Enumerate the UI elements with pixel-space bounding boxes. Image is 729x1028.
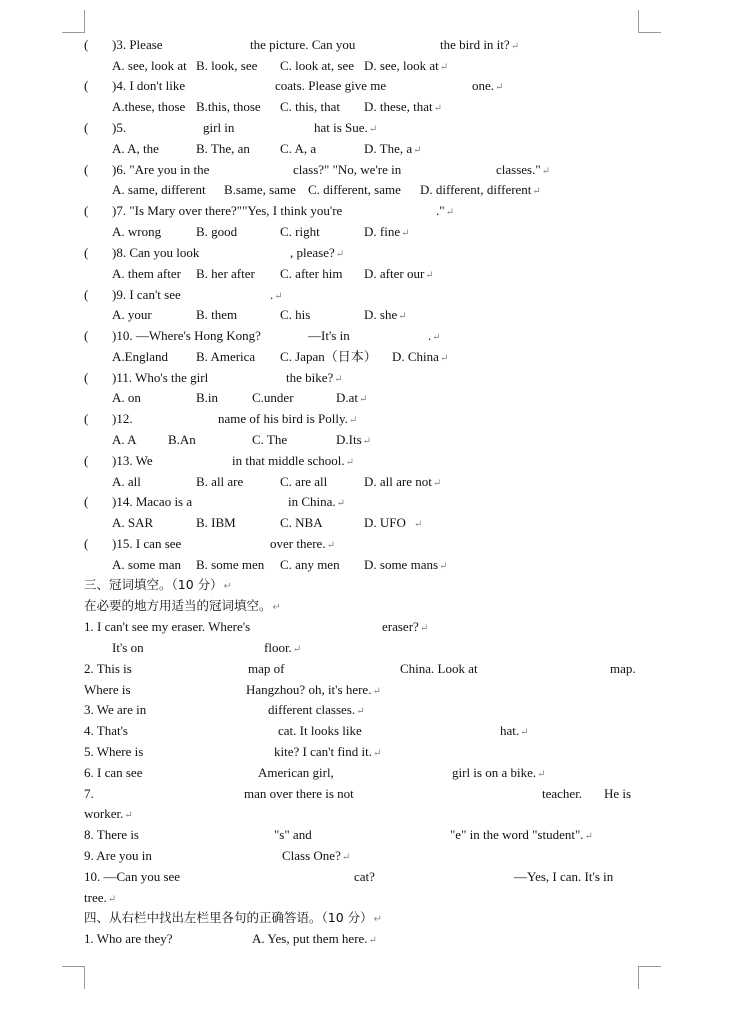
option-d: D. some mans↵ — [364, 557, 448, 572]
paragraph-mark: ↵ — [348, 415, 358, 426]
option-b: B. all are — [196, 474, 244, 489]
option-d: D. China↵ — [392, 349, 449, 364]
option-a: A. same, different — [112, 182, 206, 197]
item-text: 2. This is — [84, 661, 132, 676]
question-stem: the bird in it?↵ — [440, 37, 520, 52]
answer-bracket: ( — [84, 494, 89, 509]
item-text: Hangzhou? oh, it's here.↵ — [246, 682, 381, 697]
option-b: B. The, an — [196, 141, 250, 156]
item-text: girl is on a bike.↵ — [452, 765, 546, 780]
answer-bracket: ( — [84, 453, 89, 468]
question-stem: ."↵ — [436, 203, 454, 218]
option-d: D. The, a↵ — [364, 141, 422, 156]
option-b: B.same, same — [224, 182, 296, 197]
answer-bracket: ( — [84, 245, 89, 260]
option-b: B. IBM — [196, 515, 236, 530]
crop-mark-top-left — [62, 10, 85, 33]
option-d: D. different, different↵ — [420, 182, 541, 197]
crop-mark-bottom-left — [62, 966, 85, 989]
option-a: A.these, those — [112, 99, 186, 114]
answer-bracket: ( — [84, 411, 89, 426]
item-text: —Yes, I can. It's in — [514, 869, 614, 884]
paragraph-mark: ↵ — [372, 686, 381, 697]
option-b: B. good — [196, 224, 238, 239]
paragraph-mark: ↵ — [359, 394, 368, 405]
option-d: D. fine↵ — [364, 224, 410, 239]
option-d: D. she↵ — [364, 307, 407, 322]
item-text: 3. We are in — [84, 702, 147, 717]
crop-mark-bottom-right — [638, 966, 661, 989]
paragraph-mark: ↵ — [336, 498, 346, 509]
paragraph-mark: ↵ — [373, 914, 383, 925]
paragraph-mark: ↵ — [419, 623, 429, 634]
question-stem: )6. "Are you in the — [112, 162, 210, 177]
paragraph-mark: ↵ — [439, 561, 448, 572]
paragraph-mark: ↵ — [432, 478, 442, 489]
question-stem: )15. I can see — [112, 536, 182, 551]
item-text: hat.↵ — [500, 723, 529, 738]
paragraph-mark: ↵ — [401, 228, 410, 239]
question-stem: )9. I can't see — [112, 287, 181, 302]
option-c: C. any men — [280, 557, 340, 572]
item-text: floor.↵ — [264, 640, 302, 655]
question-stem: the picture. Can you — [250, 37, 356, 52]
item-text: 10. —Can you see — [84, 869, 181, 884]
option-c: C. The — [252, 432, 288, 447]
paragraph-mark: ↵ — [368, 935, 377, 946]
paragraph-mark: ↵ — [439, 353, 449, 364]
option-a: A. A — [112, 432, 137, 447]
paragraph-mark: ↵ — [292, 644, 302, 655]
option-d: D. UFO ↵ — [364, 515, 423, 530]
option-a: A. some man — [112, 557, 181, 572]
option-b: B.in — [196, 390, 219, 405]
option-c: C. are all — [280, 474, 328, 489]
option-c: C. different, same — [308, 182, 401, 197]
option-d: D.at↵ — [336, 390, 368, 405]
section-3-instruction: 在必要的地方用适当的冠词填空。↵ — [84, 598, 281, 613]
option-d: D. all are not↵ — [364, 474, 442, 489]
crop-mark-top-right — [638, 10, 661, 33]
question-stem: in that middle school.↵ — [232, 453, 355, 468]
paragraph-mark: ↵ — [520, 727, 529, 738]
question-stem: —It's in — [308, 328, 350, 343]
item-text: 8. There is — [84, 827, 139, 842]
item-text: worker.↵ — [84, 806, 133, 821]
paragraph-mark: ↵ — [584, 831, 593, 842]
answer-bracket: ( — [84, 162, 89, 177]
item-text: eraser?↵ — [382, 619, 429, 634]
item-text: American girl, — [258, 765, 334, 780]
item-text: 9. Are you in — [84, 848, 152, 863]
paragraph-mark: ↵ — [373, 748, 382, 759]
paragraph-mark: ↵ — [223, 581, 233, 592]
paragraph-mark: ↵ — [532, 186, 541, 197]
question-stem: classes."↵ — [496, 162, 551, 177]
option-c: C. Japan（日本） — [280, 349, 377, 364]
question-stem: )5. — [112, 120, 127, 135]
option-d: D.Its↵ — [336, 432, 372, 447]
item-text: 1. I can't see my eraser. Where's — [84, 619, 251, 634]
paragraph-mark: ↵ — [425, 270, 434, 281]
item-text: "e" in the word "student".↵ — [450, 827, 593, 842]
item-text: 6. I can see — [84, 765, 143, 780]
question-stem: in China.↵ — [288, 494, 346, 509]
question-stem: )13. We — [112, 453, 153, 468]
item-text: Where is — [84, 682, 131, 697]
item-text: "s" and — [274, 827, 312, 842]
question-stem: .↵ — [270, 287, 283, 302]
item-text: 7. — [84, 786, 94, 801]
item-text: cat. It looks like — [278, 723, 362, 738]
option-a: A. on — [112, 390, 141, 405]
question-stem: coats. Please give me — [275, 78, 387, 93]
question-stem: class?" "No, we're in — [293, 162, 402, 177]
option-a: A. wrong — [112, 224, 162, 239]
paragraph-mark: ↵ — [368, 124, 378, 135]
question-stem: )4. I don't like — [112, 78, 186, 93]
paragraph-mark: ↵ — [326, 540, 335, 551]
question-stem: )10. —Where's Hong Kong? — [112, 328, 261, 343]
question-stem: )11. Who's the girl — [112, 370, 209, 385]
right-column-item: A. Yes, put them here.↵ — [252, 931, 377, 946]
item-text: He is — [604, 786, 632, 801]
option-a: A.England — [112, 349, 168, 364]
paragraph-mark: ↵ — [433, 103, 442, 114]
item-text: man over there is not — [244, 786, 354, 801]
item-text: It's on — [112, 640, 144, 655]
option-c: C. after him — [280, 266, 343, 281]
option-a: A. them after — [112, 266, 181, 281]
answer-bracket: ( — [84, 120, 89, 135]
item-text: map. — [610, 661, 636, 676]
option-d: D. see, look at↵ — [364, 58, 449, 73]
question-stem: , please?↵ — [290, 245, 345, 260]
paragraph-mark: ↵ — [107, 894, 117, 905]
answer-bracket: ( — [84, 78, 89, 93]
question-stem: name of his bird is Polly.↵ — [218, 411, 358, 426]
option-a: A. see, look at — [112, 58, 187, 73]
option-c: C. his — [280, 307, 311, 322]
option-c: C.under — [252, 390, 294, 405]
item-text: map of — [248, 661, 285, 676]
question-stem: over there.↵ — [270, 536, 335, 551]
paragraph-mark: ↵ — [398, 311, 407, 322]
option-b: B. some men — [196, 557, 265, 572]
option-b: B. them — [196, 307, 238, 322]
paragraph-mark: ↵ — [272, 602, 281, 613]
paragraph-mark: ↵ — [537, 769, 546, 780]
option-a: A. all — [112, 474, 141, 489]
question-stem: )12. — [112, 411, 133, 426]
option-c: C. A, a — [280, 141, 317, 156]
option-b: B. her after — [196, 266, 255, 281]
paragraph-mark: ↵ — [445, 207, 454, 218]
option-c: C. look at, see — [280, 58, 355, 73]
paragraph-mark: ↵ — [334, 374, 343, 385]
option-d: D. these, that↵ — [364, 99, 442, 114]
item-text: cat? — [354, 869, 375, 884]
item-text: teacher. — [542, 786, 583, 801]
paragraph-mark: ↵ — [413, 145, 422, 156]
item-text: tree.↵ — [84, 890, 117, 905]
section-3-heading: 三、冠词填空。（10 分）↵ — [84, 577, 233, 592]
paragraph-mark: ↵ — [432, 332, 441, 343]
option-c: C. this, that — [280, 99, 340, 114]
option-c: C. right — [280, 224, 320, 239]
item-text: Class One?↵ — [282, 848, 351, 863]
question-stem: the bike?↵ — [286, 370, 343, 385]
paragraph-mark: ↵ — [356, 706, 365, 717]
question-stem: )8. Can you look — [112, 245, 200, 260]
answer-bracket: ( — [84, 203, 89, 218]
option-b: B. look, see — [196, 58, 258, 73]
question-stem: .↵ — [428, 328, 441, 343]
question-stem: )7. "Is Mary over there?""Yes, I think you're — [112, 203, 343, 218]
section-4-heading: 四、从右栏中找出左栏里各句的正确答语。（10 分）↵ — [84, 910, 383, 925]
option-b: B.this, those — [196, 99, 261, 114]
paragraph-mark: ↵ — [439, 62, 449, 73]
paragraph-mark: ↵ — [274, 291, 283, 302]
option-a: A. SAR — [112, 515, 154, 530]
question-stem: hat is Sue.↵ — [314, 120, 378, 135]
answer-bracket: ( — [84, 37, 89, 52]
option-a: A. A, the — [112, 141, 159, 156]
question-stem: )3. Please — [112, 37, 163, 52]
answer-bracket: ( — [84, 536, 89, 551]
question-stem: girl in — [203, 120, 235, 135]
paragraph-mark: ↵ — [345, 457, 355, 468]
answer-bracket: ( — [84, 370, 89, 385]
paragraph-mark: ↵ — [413, 519, 423, 530]
item-text: kite? I can't find it.↵ — [274, 744, 382, 759]
paragraph-mark: ↵ — [124, 810, 133, 821]
answer-bracket: ( — [84, 328, 89, 343]
option-b: B.An — [168, 432, 196, 447]
question-stem: one.↵ — [472, 78, 504, 93]
paragraph-mark: ↵ — [541, 166, 551, 177]
answer-bracket: ( — [84, 287, 89, 302]
option-c: C. NBA — [280, 515, 323, 530]
paragraph-mark: ↵ — [510, 41, 520, 52]
paragraph-mark: ↵ — [362, 436, 372, 447]
item-text: China. Look at — [400, 661, 478, 676]
option-d: D. after our↵ — [364, 266, 434, 281]
item-text: 4. That's — [84, 723, 128, 738]
item-text: 5. Where is — [84, 744, 144, 759]
paragraph-mark: ↵ — [341, 852, 351, 863]
left-column-item: 1. Who are they? — [84, 931, 173, 946]
paragraph-mark: ↵ — [335, 249, 345, 260]
question-stem: )14. Macao is a — [112, 494, 193, 509]
item-text: different classes.↵ — [268, 702, 365, 717]
option-b: B. America — [196, 349, 256, 364]
paragraph-mark: ↵ — [495, 82, 504, 93]
option-a: A. your — [112, 307, 152, 322]
